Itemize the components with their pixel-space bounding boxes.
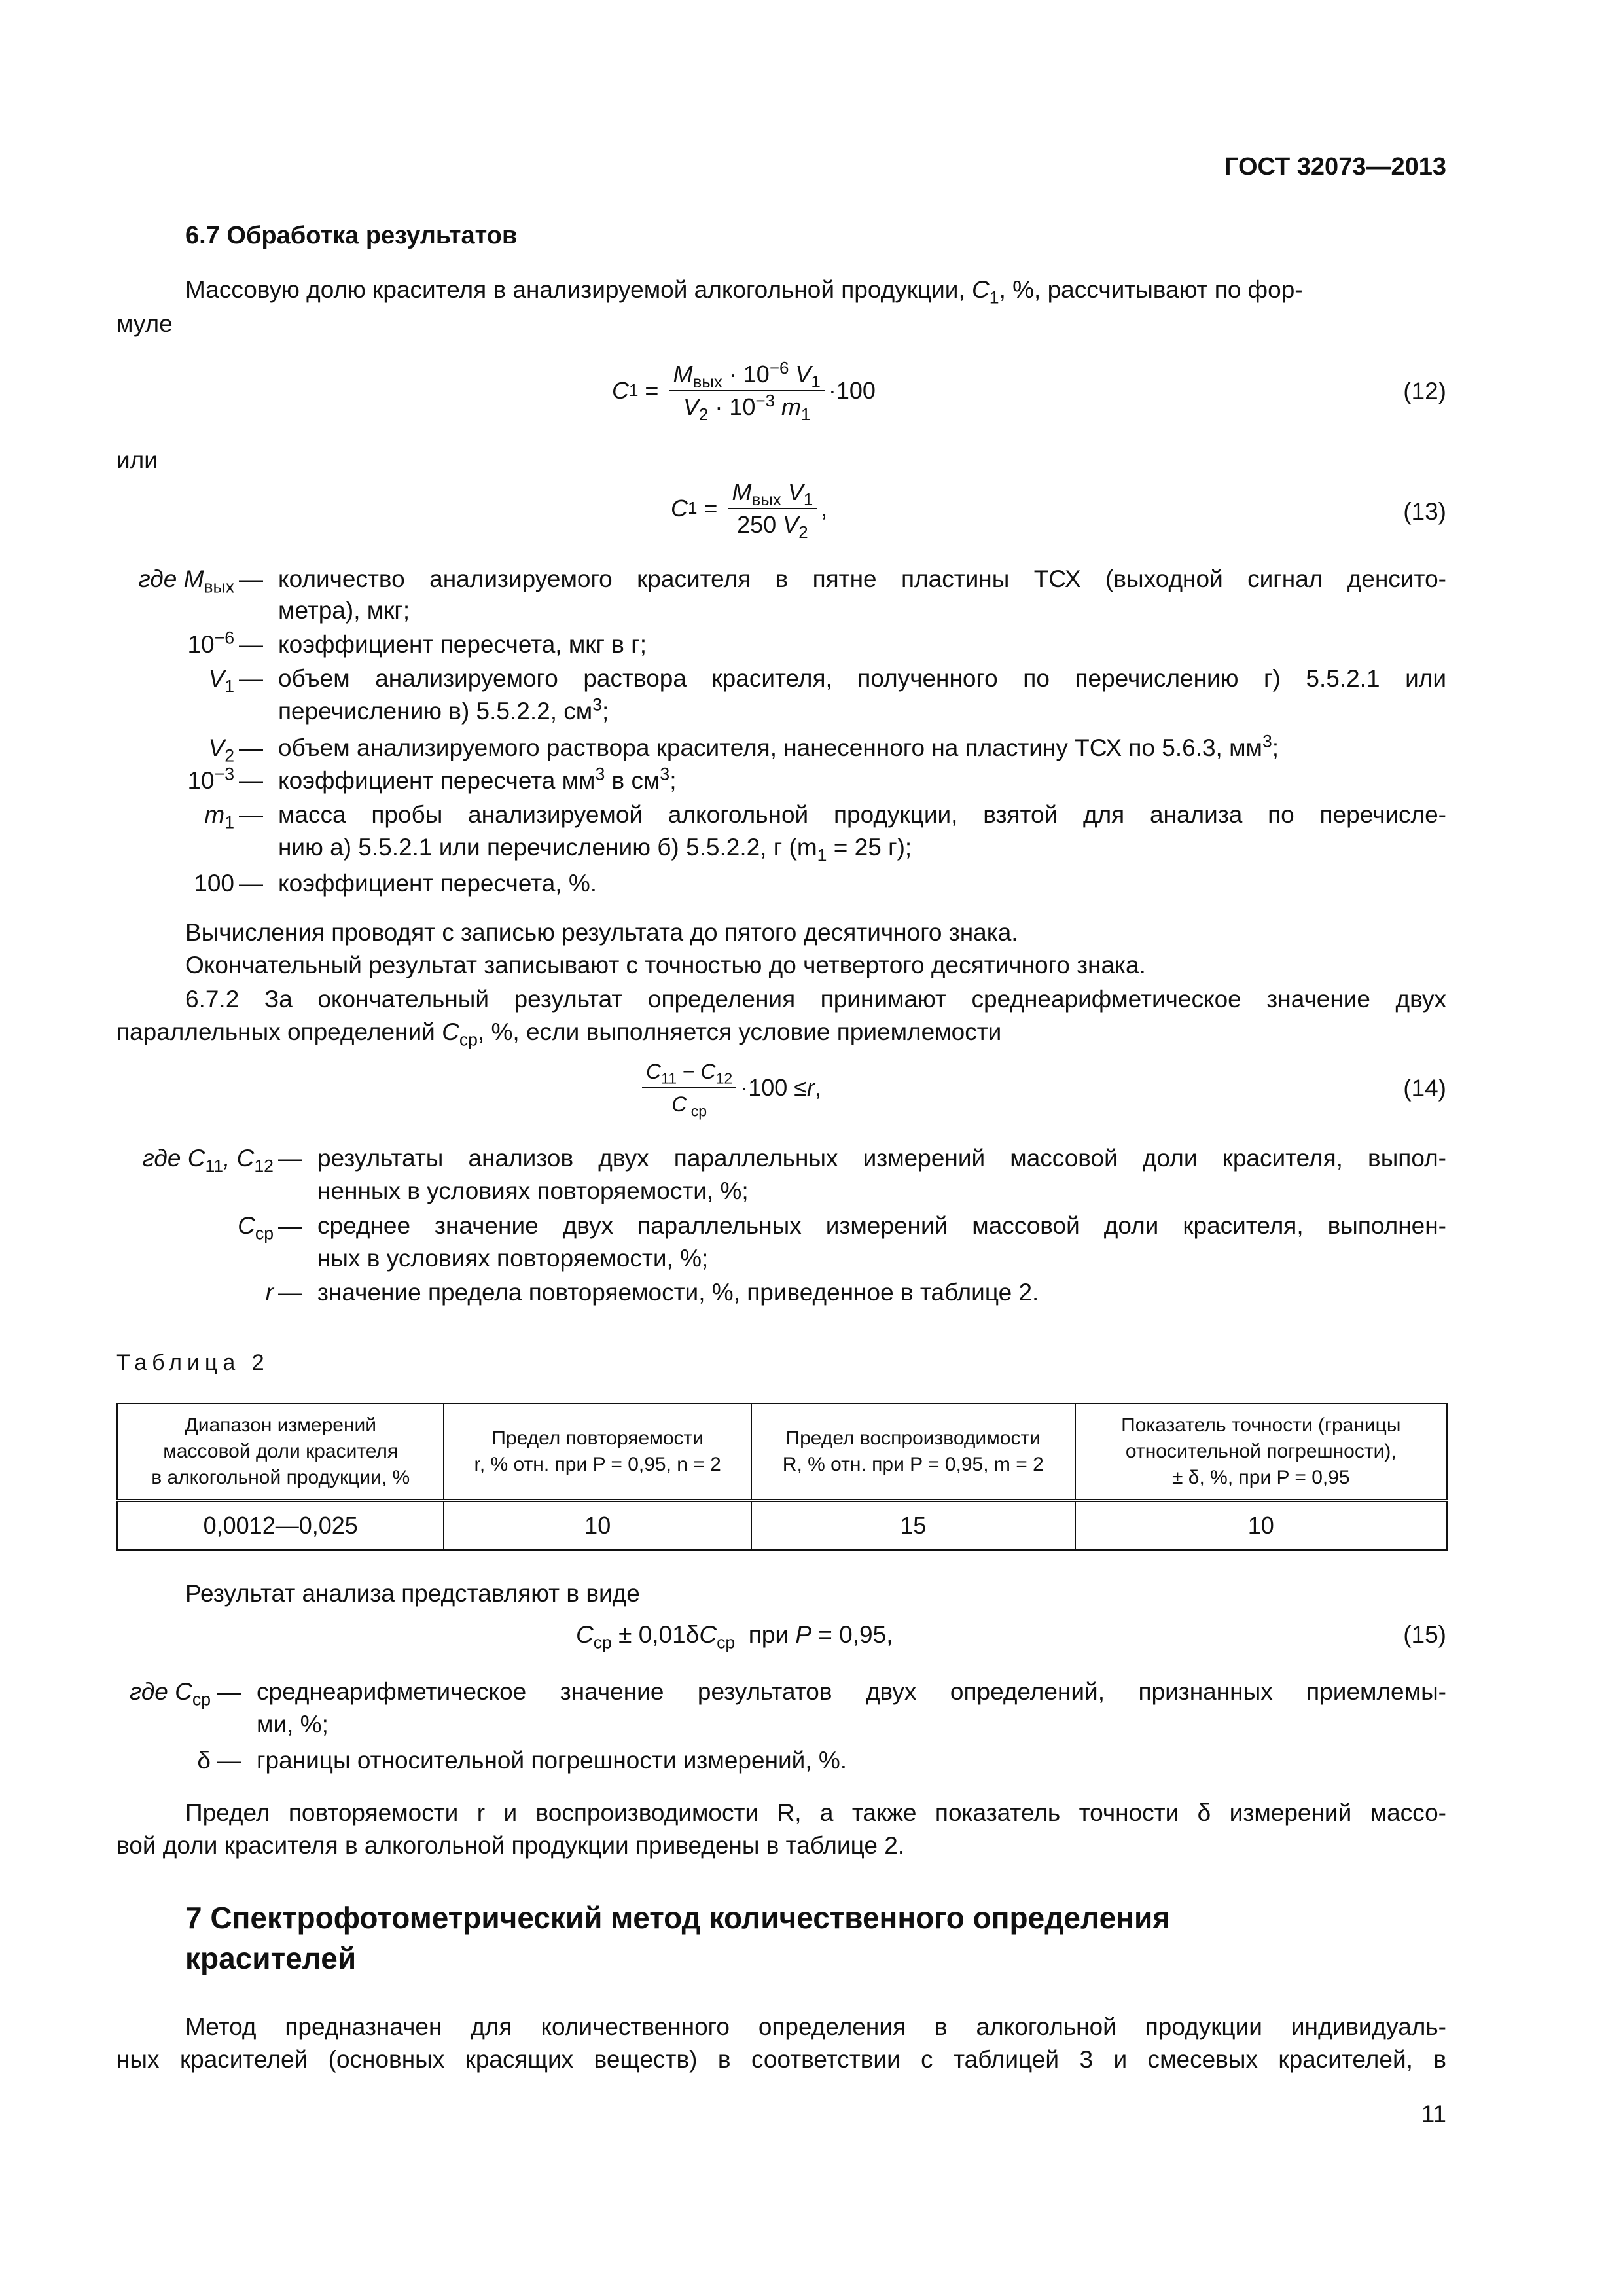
equation-14: $\frac{C_{11} - C_{12}}{C _{ср}}$ ·100 ≤ r , bbox=[638, 1057, 821, 1119]
equation-13: C 1 = $\frac{M_{вых} V_1}{250 V_2}$ , bbox=[671, 478, 828, 543]
table-cell: 15 bbox=[751, 1501, 1075, 1550]
equation-number: (15) bbox=[1403, 1621, 1446, 1648]
definition-cont: перечислению в) 5.5.2.2, $см^3$; bbox=[278, 694, 609, 725]
equation-15: $C_{ср} \pm 0,01\delta C_{ср}$ при P = 0,95, bbox=[576, 1621, 893, 1653]
section-7-paragraph-cont: ных красителей (основных красящих веществ) в соответствии с таблицей 3 и смесевых красителей, в bbox=[116, 2046, 1446, 2073]
result-intro: Результат анализа представляют в виде bbox=[185, 1580, 640, 1607]
intro-line: Массовую долю красителя в анализируемой алкогольной продукции, $C_1$, %, рассчитывают по фор- bbox=[185, 276, 1303, 308]
table-cell: 0,0012—0,025 bbox=[117, 1501, 444, 1550]
calc-note: Вычисления проводят с записью результата до пятого десятичного знака. bbox=[185, 919, 1018, 946]
calc-note: Окончательный результат записывают с точностью до четвертого десятичного знака. bbox=[185, 952, 1146, 978]
equation-number: (14) bbox=[1403, 1075, 1446, 1102]
section-7-title: 7 Спектрофотометрический метод количественного определения bbox=[185, 1901, 1171, 1935]
definition-cont: ми, %; bbox=[257, 1711, 329, 1738]
section-7-title-cont: красителей bbox=[185, 1941, 357, 1975]
intro-line-cont: муле bbox=[116, 310, 173, 337]
section-title: 6.7 Обработка результатов bbox=[185, 222, 518, 249]
equation-number: (12) bbox=[1403, 378, 1446, 404]
definition-cont: метра), мкг; bbox=[278, 597, 410, 624]
table-header-row bbox=[117, 1403, 1447, 1501]
or-text: или bbox=[116, 446, 158, 473]
table-header-cell: Диапазон измерений массовой доли красителя в алкогольной продукции, % bbox=[117, 1403, 444, 1501]
table-cell: 10 bbox=[444, 1501, 751, 1550]
table-header-cell: Показатель точности (границы относительной погрешности), ± δ, %, при P = 0,95 bbox=[1075, 1403, 1447, 1501]
equation-12: C 1 = $\frac{M_{вых} \cdot 10^{-6} V_1}{V_2 \cdot 10^{-3} m_1}$ ·100 bbox=[612, 359, 876, 425]
equation-number: (13) bbox=[1403, 498, 1446, 525]
paragraph-672-cont: параллельных определений $C_{ср}$, %, если выполняется условие приемлемости bbox=[116, 1018, 1002, 1050]
table-2 bbox=[116, 1403, 1448, 1551]
final-paragraph-cont: вой доли красителя в алкогольной продукции приведены в таблице 2. bbox=[116, 1832, 905, 1859]
page-number: 11 bbox=[1421, 2100, 1446, 2127]
definition-cont: ных в условиях повторяемости, %; bbox=[317, 1245, 709, 1272]
doc-header: ГОСТ 32073—2013 bbox=[1224, 153, 1446, 181]
definition-cont: ненных в условиях повторяемости, %; bbox=[317, 1177, 749, 1204]
definition-cont: нию а) 5.5.2.1 или перечислению б) 5.5.2.2, г ($m_1 = 25$ г); bbox=[278, 834, 912, 865]
section-7-paragraph: Метод предназначен для количественного определения в алкогольной продукции индивидуаль- bbox=[185, 2013, 1446, 2040]
table-row bbox=[117, 1501, 1447, 1550]
final-paragraph: Предел повторяемости r и воспроизводимости R, а также показатель точности δ измерений массо- bbox=[185, 1799, 1446, 1826]
table-caption: Таблица 2 bbox=[116, 1350, 270, 1375]
table-header-cell: Предел воспроизводимости R, % отн. при P = 0,95, m = 2 bbox=[751, 1403, 1075, 1501]
table-header-cell: Предел повторяемости r, % отн. при P = 0,95, n = 2 bbox=[444, 1403, 751, 1501]
paragraph-672: 6.7.2 За окончательный результат определения принимают среднеарифметическое значение двух bbox=[185, 986, 1446, 1013]
table-cell: 10 bbox=[1075, 1501, 1447, 1550]
